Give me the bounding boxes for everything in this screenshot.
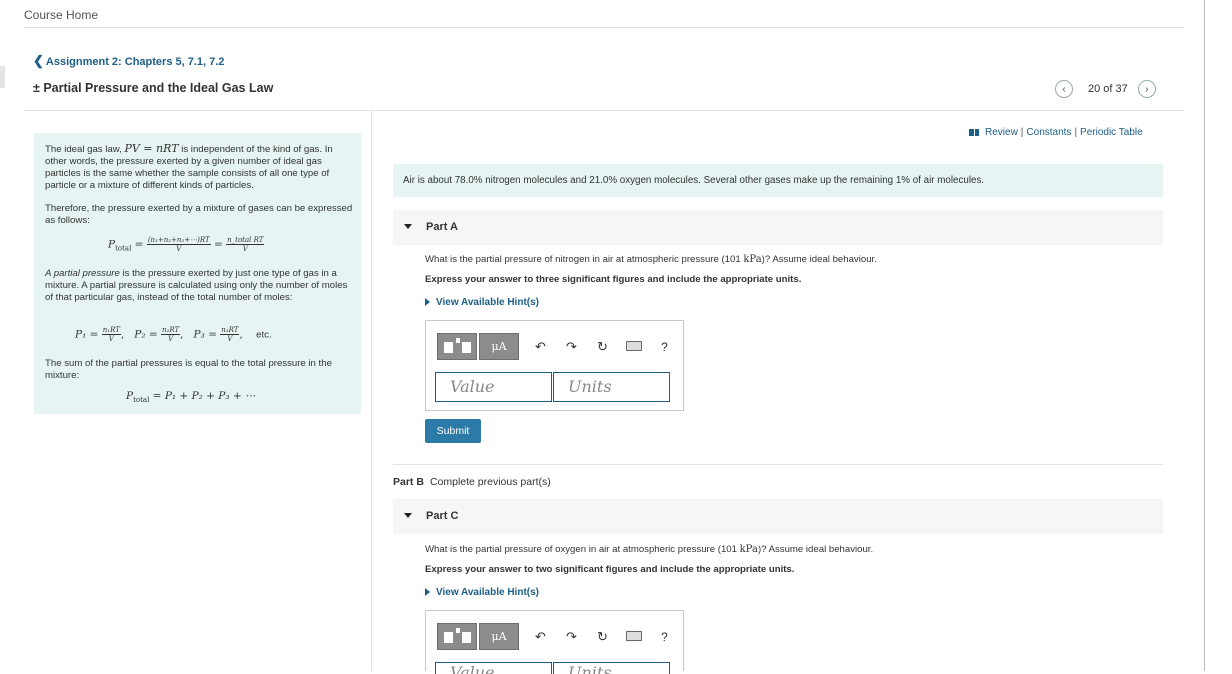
caret-down-icon	[404, 224, 412, 229]
course-home-link[interactable]: Course Home	[24, 8, 99, 22]
keyboard-icon[interactable]	[618, 629, 649, 644]
part-c-question: What is the partial pressure of oxygen in air at atmospheric pressure (101 kPa)? Assume ideal behaviour.	[425, 544, 874, 555]
caret-right-icon	[425, 298, 430, 306]
caret-down-icon	[404, 513, 412, 518]
units-input[interactable]	[568, 377, 659, 396]
units-mu-icon[interactable]: μA	[479, 333, 519, 360]
units-mu-icon[interactable]: μA	[479, 623, 519, 650]
column-divider	[371, 110, 372, 671]
intro-paragraph-3: A partial pressure is the pressure exerted by just one type of gas in a mixture. A partial pressure is calculated using only the number of moles of that particular gas, instead of the total number of moles:	[45, 268, 348, 303]
part-c-answer-box	[425, 610, 684, 671]
part-c-header[interactable]	[393, 499, 1163, 534]
help-icon[interactable]: ?	[661, 339, 668, 354]
intro-paragraph-2: Therefore, the pressure exerted by a mixture of gases can be expressed as follows:	[45, 203, 353, 226]
part-a-hint-link[interactable]: View Available Hint(s)	[425, 297, 539, 308]
part-a-question: What is the partial pressure of nitrogen in air at atmospheric pressure (101 kPa)? Assume ideal behaviour.	[425, 254, 877, 265]
intro-panel	[34, 133, 361, 414]
chevron-right-icon: ›	[1145, 83, 1149, 95]
resource-links: Review | Constants | Periodic Table	[969, 127, 1143, 138]
divider	[393, 464, 1163, 465]
units-field[interactable]	[553, 662, 670, 674]
units-field[interactable]	[553, 372, 670, 402]
problem-title: ± Partial Pressure and the Ideal Gas Law	[33, 81, 274, 95]
problem-statement	[393, 164, 1163, 197]
window-gutter	[1205, 0, 1232, 671]
part-a-header[interactable]	[393, 210, 1163, 245]
intro-paragraph-4: The sum of the partial pressures is equal to the total pressure in the mixture:	[45, 358, 332, 381]
reset-icon[interactable]: ↻	[597, 338, 608, 354]
assignment-link[interactable]	[33, 53, 224, 69]
value-field[interactable]	[435, 372, 552, 402]
sidebar-tab[interactable]	[0, 66, 5, 88]
part-a-label: Part A	[426, 221, 458, 233]
part-c-hint-link[interactable]: View Available Hint(s)	[425, 587, 539, 598]
chevron-left-icon: ‹	[1062, 83, 1066, 95]
math-toolbar	[437, 333, 680, 360]
part-a-answer-box	[425, 320, 684, 411]
templates-icon[interactable]	[437, 623, 477, 650]
pager-count: 20 of 37	[1088, 83, 1128, 95]
part-b-status: Complete previous part(s)	[429, 476, 551, 488]
help-icon[interactable]: ?	[661, 629, 668, 644]
problem-statement-text: Air is about 78.0% nitrogen molecules and 21.0% oxygen molecules. Several other gases make up the remaining 1% of air molecules.	[403, 175, 985, 186]
undo-icon[interactable]: ↶	[535, 338, 546, 354]
periodic-table-link[interactable]: Periodic Table	[1080, 127, 1143, 138]
part-b-header	[393, 476, 551, 488]
redo-icon[interactable]: ↷	[566, 338, 577, 354]
keyboard-icon[interactable]	[618, 339, 649, 354]
value-field[interactable]	[435, 662, 552, 674]
redo-icon[interactable]: ↷	[566, 628, 577, 644]
sum-equation: $P_{total} = P_1 + P_2 + P_3$ + ⋯	[126, 390, 256, 405]
part-a-instruction: Express your answer to three significant figures and include the appropriate units.	[425, 274, 802, 285]
intro-paragraph-1: The ideal gas law, PV = nRT is independent of the kind of gas. In other words, the pressure exerted by a given number of ideal gas particles is the same whether the sample consists of all one type of particle or a mixture of different kinds of particles.	[45, 142, 333, 191]
divider	[24, 27, 1184, 28]
divider	[24, 110, 1184, 111]
next-item-button[interactable]	[1138, 80, 1156, 98]
review-link[interactable]: Review	[985, 127, 1018, 138]
chevron-left-icon: ❮	[33, 53, 44, 68]
units-input[interactable]	[554, 663, 670, 674]
caret-right-icon	[425, 588, 430, 596]
part-b-label: Part B	[393, 476, 424, 488]
math-toolbar	[437, 623, 680, 650]
pager	[1055, 79, 1156, 99]
partial-pressure-equations: P₁ = $\frac{\text{n₁RT}}{V}$ , P₂ = $\frac{\text{n₂RT}}{V}$ , P₃ = $\frac{\text{n₃RT}}{V}$ , etc.	[75, 326, 272, 343]
ideal-gas-equation: PV = nRT	[124, 142, 179, 155]
reset-icon[interactable]: ↻	[597, 628, 608, 644]
part-c-label: Part C	[426, 510, 459, 522]
part-c-instruction: Express your answer to two significant figures and include the appropriate units.	[425, 564, 795, 575]
book-icon	[969, 129, 979, 136]
undo-icon[interactable]: ↶	[535, 628, 546, 644]
submit-button[interactable]: Submit	[425, 419, 481, 443]
constants-link[interactable]: Constants	[1026, 127, 1072, 138]
templates-icon[interactable]	[437, 333, 477, 360]
total-pressure-equation: $P_{total}$ = $\frac{\text{(n₁+n₂+n₃+⋯)RT}}{V}$ = $\frac{\text{n\_total RT}}{V}$	[108, 236, 264, 253]
value-input[interactable]	[436, 663, 552, 674]
assignment-label: Assignment 2: Chapters 5, 7.1, 7.2	[45, 56, 225, 68]
value-input[interactable]	[450, 377, 541, 396]
previous-item-button[interactable]	[1055, 80, 1073, 98]
